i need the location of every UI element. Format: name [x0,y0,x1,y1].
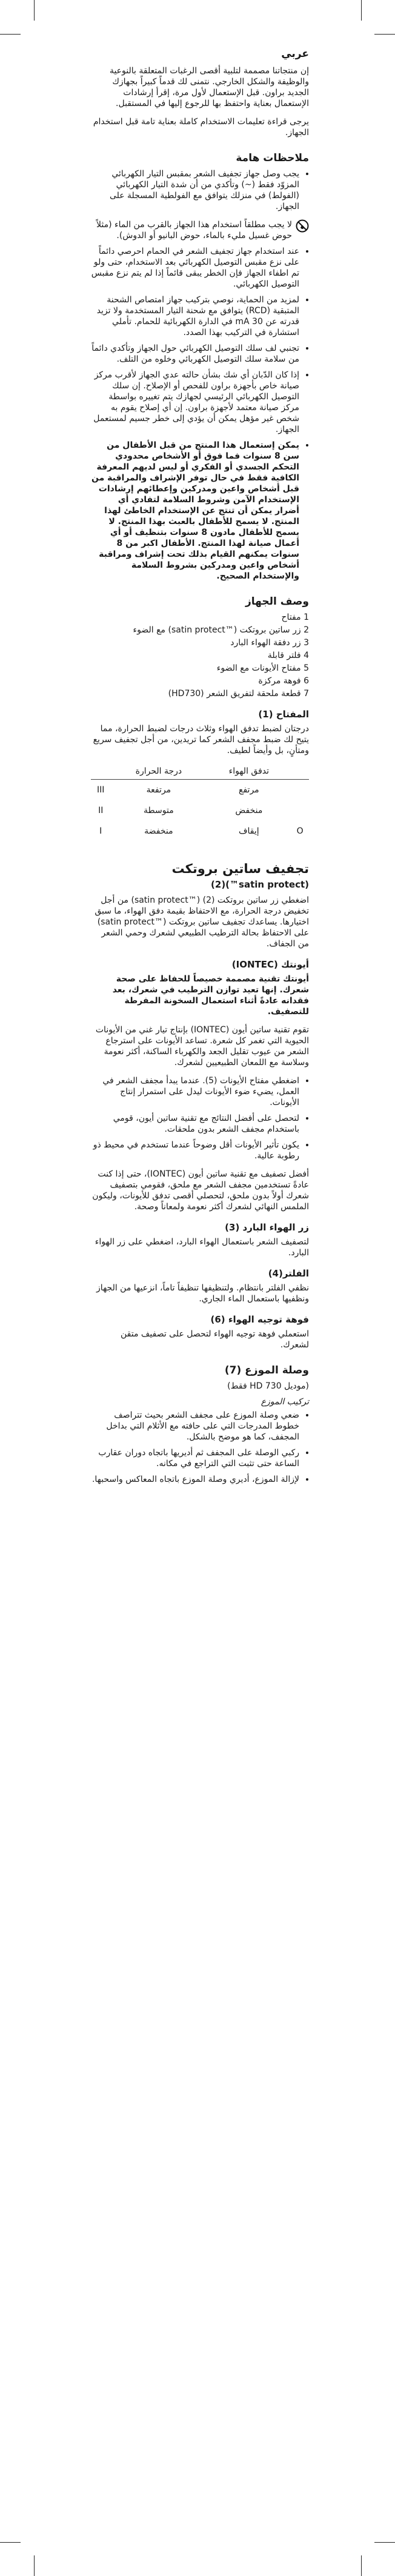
section-title-notes: ملاحظات هامة [236,152,309,164]
temperature-cell: منخفضة [144,826,173,836]
list-item: • لتحصل على أفضل النتائج مع تقنية ساتين أيون، قومي باستخدام مجفف الشعر بدون ملحقات. [91,1113,299,1135]
setting-mark: I [99,826,102,836]
part-item: 1 مفتاح [281,612,309,622]
warning-note [91,219,309,241]
diffuser-list [91,1410,309,1485]
note-item: • عند استخدام جهاز تجفيف الشعر في الحمام احرصي دائماً على نزع مقبس التوصيل الكهربائي بعد الاستخدام، حتى ولو تم اطفاء الجهاز فإن الخطر يبقى قائماً إذا لم يتم نزع مقبس التوصيل الكهربائي. [91,246,299,290]
diffuser-caption: تركيب الموزع [261,1397,309,1407]
section-title-switch: المفتاح (1) [258,709,309,720]
intro-paragraph: إن منتجاتنا مصممة لتلبية أقصى الرغبات المتعلقة بالنوعية والوظيفة والشكل الخارجي. نتمنى لك قدماً كبيراً بجهازك الجديد براون. قبل الإستعمال لأول مرة، إقرأ إرشادات الإستعمال بعناية واحتفظ بها للرجوع إليها في المستقبل. [109,66,309,108]
temperature-cell: مرتفعة [146,785,171,795]
note-item: لا يجب مطلقاً استخدام هذا الجهاز بالقرب من الماء (مثلاً حوض غسيل مليء بالماء، حوض البانيو أو الدوش). [96,220,292,241]
no-water-warning-icon [296,219,309,233]
nozzle-paragraph: استعملي فوهة توجيه الهواء لتحصل على تصفيف متقن لشعرك. [120,1329,309,1350]
crop-mark [34,0,35,21]
airflow-cell: إيقاف [239,826,259,836]
section-title-nozzle: فوهة توجيه الهواء (6) [210,1314,309,1325]
parts-list [91,612,309,699]
section-title-iontec: أيونتك (IONTEC) [231,959,309,970]
section-title-cool: زر الهواء البارد (3) [225,1222,309,1233]
table-row [91,780,309,801]
switch-paragraph: درجتان لضبط تدفق الهواء وثلاث درجات لضبط الحرارة، مما يتيح لك ضبط مجفف الشعر كما تريدين، من أجل تجفيف سريع ومتأنٍ، بل وأيضاً لطيف. [93,724,309,755]
iontec-bold-paragraph: أيونتك تقنية مصممة خصيصاً للحفاظ على صحة شعرك. إنها تعيد توازن الترطيب في شعرك، بعد فقدانه عادةً أثناء استعمال السخونة المفرطة للتصفيف. [112,974,309,1017]
setting-mark: II [98,806,104,815]
settings-table [91,763,309,842]
notes-list [91,246,309,582]
intro-paragraph: يرجى قراءة تعليمات الاستخدام كاملة بعناية تامة قبل استخدام الجهاز. [93,117,309,138]
note-item: • يجب وصل جهاز تجفيف الشعر بمقبس التيار الكهربائي المزوّد فقط (~) وتأكدي من أن شدة التيار الكهربائي (الفولط) في منزلك يتوافق مع الفولطية المسجلة على الجهاز. [91,168,299,212]
note-item: • لمزيد من الحماية، نوصي بتركيب جهاز امتصاص الشحنة المتبقية (RCD) يتوافق مع شحنة التيار المستخدمة ولا تزيد قدرته عن 30 mA في الدارة الكهربائية للحمام. تأملي استشارة في التركيب بهذا الصدد. [91,294,299,338]
section-title-filter: الفلتر(4) [268,1268,309,1279]
note-item: • إذا كان الدّبان أي شك بشأن حالته عدي الجهاز لأقرب مركز صيانة خاص بأجهزة براون للفحص أو الإصلاح. إن سلك التوصيل الكهربائي الرئيسي لجهازك يتم تغييره بواسطة مركز صيانة معتمد لأجهزة براون. إن أي إصلاح يقوم به شخص غير مؤهل يمكن أن يؤدي إلى خطر جسيم لمستعمل الجهاز. [91,370,299,435]
crop-mark [0,34,21,35]
filter-paragraph: نظفي الفلتر بانتظام. ولتنظيفها تنظيفاً تاماً، انزعيها من الجهاز ونظفيها باستعمال الماء الجاري. [96,1283,309,1304]
list-item: • يكون تأثير الأيونات أقل وضوحاً عندما تستخدم في محيط ذو رطوبة عالية. [91,1140,299,1161]
airflow-header: تدفق الهواء [207,763,291,780]
satin-paragraph: اضغطي زر ساتين بروتكت (2) (™satin protect) من أجل تخفيض درجة الحرارة، مع الاحتفاظ بقيمة دفق الهواء، ما سبق اختيارها. يساعدك تجفيف ساتين بروتكت (™satin protect) على الاحتفاظ بحالة الترطيب الطبيعي لشعرك وحمي الشعر من الجفاف. [95,895,309,949]
part-item: 4 فلتر قابلة [267,651,309,660]
table-row [91,800,309,821]
crop-mark [0,2542,21,2543]
table-row [91,821,309,842]
iontec-paragraph: تقوم تقنية ساتين أيون (IONTEC) بإنتاج تيار غني من الأيونات الحيوية التي تغمر كل شعرة. تساعد الأيونات على استرجاع الشعر من عيوب تقليل الجعد والكهرباء الساكنة، أكثر نعومة وسلاسة مع اللمعان الطبيعيين لشعرك. [95,1025,309,1067]
crop-mark [361,2555,362,2576]
crop-mark [361,0,362,21]
crop-mark [34,2555,35,2576]
off-mark: O [296,826,304,836]
list-item: • اضغطي مفتاح الأيونات (5). عندما يبدأ مجفف الشعر في العمل، يضيء ضوء الأيونات ليدل على استمرار إنتاج الأيونات. [91,1075,299,1108]
part-item: 5 مفتاح الأيونات مع الضوء [216,663,309,673]
settings-table-header [91,763,309,780]
notes-list [91,168,309,212]
crop-mark [374,2542,395,2543]
list-item: • لإزالة الموزع، أديري وصلة الموزع باتجاه المعاكس واسحبها. [91,1474,299,1485]
part-item: 3 زر دفقة الهواء البارد [230,638,309,648]
satin-subtitle: (satin protect™)(2) [211,879,309,890]
iontec-list [91,1075,309,1161]
iontec-note: أفضل تصفيف مع تقنية ساتين أيون (IONTEC)، حتى إذا كنت عادةً تستخدمين مجفف الشعر مع ملحق، فقومي بتصفيف شعرك أولاً بدون ملحق، لتحصلي أقصى تدفق للأيونات، وليكون الملمس النهائي لشعرك أكثر نعومة ولمعاناً وصحة. [92,1169,309,1212]
note-item: • يمكن إستعمال هذا المنتج من قبل الأطفال من سن 8 سنوات فما فوق أو الأشخاص محدودي التحكم الجسدي أو الفكري أو ليس لديهم المعرفة الكافية فقط في حال توفر الإشراف والمراقبة من قبل أشخاص واعين ومدركين وإعطائهم إرشادات الإستخدام الآمن وشروط السلامة لتفادي أي أضرار يمكن أن تنتج عن الإستخدام الخاطئ لهذا المنتج. لا يسمح للأطفال بالعبث بهذا المنتج. لا يسمح للأطفال مادون 8 سنوات بتنظيف أو أي أعمال صيانة لهذا المنتج. الأطفال اكبر من 8 سنوات يمكنهم القيام بذلك تحت إشراف ومراقبة أشخاص واعين ومدركين بشروط السلامة والإستخدام الصحيح. [91,440,299,582]
airflow-cell: مرتفع [239,785,259,795]
section-title-diffuser: وصلة الموزع (7) [224,1364,309,1376]
note-item: • تجنبي لف سلك التوصيل الكهربائي حول الجهاز وتأكدي دائماً من سلامة سلك التوصيل الكهربائي وخلوه من التلف. [91,343,299,365]
list-item: • ركبي الوصلة على المجفف ثم أديريها باتجاه دوران عقارب الساعة حتى تثبت التي التراجع في مكانه. [91,1447,299,1469]
part-item: 6 فوهة مركزة [258,676,309,686]
part-item: 2 زر ساتين بروتكت (™satin protect) مع الضوء [133,625,309,635]
part-item: 7 قطعة ملحقة لتفريق الشعر (HD730) [168,689,309,699]
language-label: عربي [281,48,309,60]
crop-mark [374,34,395,35]
diffuser-subtitle: (موديل HD 730 فقط) [227,1381,309,1391]
temperature-cell: متوسطة [144,806,174,815]
section-title-satin: تجفيف ساتين بروتكت [171,861,309,876]
manual-text-column [91,48,309,1492]
temperature-header: درجة الحرارة [110,763,207,780]
section-title-description: وصف الجهاز [245,596,309,608]
cool-paragraph: لتصفيف الشعر باستعمال الهواء البارد، اضغطي على زر الهواء البارد. [95,1237,309,1258]
list-item: • ضعي وصلة الموزع على مجفف الشعر بحيث تتراصف خطوط المدرجات التي على حافته مع الأثلام التي بداخل المجفف، كما هو موضح بالشكل. [91,1410,299,1442]
airflow-cell: منخفض [235,806,263,815]
setting-mark: III [97,785,105,795]
